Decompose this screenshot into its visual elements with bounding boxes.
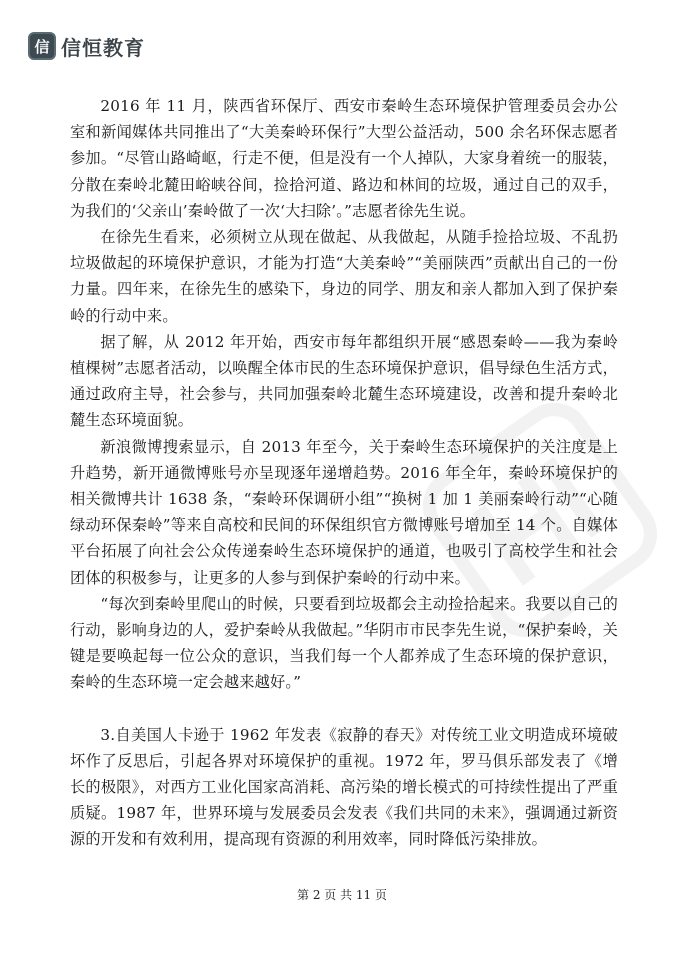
logo-mark-text: 信	[34, 37, 50, 56]
page-number: 第 2 页 共 11 页	[297, 888, 387, 902]
paragraph-gap	[70, 696, 618, 722]
question-3-material: 3.自美国人卡逊于 1962 年发表《寂静的春天》对传统工业文明造成环境破坏作了反思后，引起各界对环境保护的重视。1972 年，罗马俱乐部发表了《增长的极限》，对西方工业化国家高消耗、高污染的增长模式的可持续性提出了严重质疑。1987 年，世界环境与发展委员会发表《我们共同的未来》，强调通过新资源的开发和有效利用，提高现有资源的利用效率，同时降低污染排放。	[70, 725, 618, 849]
article-body	[70, 93, 618, 853]
paragraph: 新浪微博搜索显示，自 2013 年至今，关于秦岭生态环境保护的关注度是上升趋势，新开通微博账号亦呈现逐年递增趋势。2016 年全年，秦岭环境保护的相关微博共计 1638 条，“秦岭环保调研小组”“换树 1 加 1 美丽秦岭行动”“心随绿动环保秦岭”等来自高校和民间的环保组织官方微博账号增加至 14 个。自媒体平台拓展了向社会公众传递秦岭生态环境保护的通道，也吸引了高校学生和社会团体的积极参与，让更多的人参与到保护秦岭的行动中来。	[70, 437, 618, 587]
logo-text: 信恒教育	[61, 35, 145, 60]
header-logo	[28, 24, 145, 68]
paragraph: “每次到秦岭里爬山的时候，只要看到垃圾都会主动捡拾起来。我要以自己的行动，影响身边的人，爱护秦岭从我做起。”华阴市市民李先生说，“保护秦岭，关键是要唤起每一位公众的意识，当我们每一个人都养成了生态环境的保护意识，秦岭的生态环境一定会越来越好。”	[70, 594, 618, 692]
logo-icon	[28, 32, 56, 60]
paragraph: 在徐先生看来，必须树立从现在做起、从我做起，从随手捡拾垃圾、不乱扔垃圾做起的环境保护意识，才能为打造“大美秦岭”“美丽陕西”贡献出自己的一份力量。四年来，在徐先生的感染下，身边的同学、朋友和亲人都加入到了保护秦岭的行动中来。	[70, 228, 618, 325]
paragraph: 2016 年 11 月，陕西省环保厅、西安市秦岭生态环境保护管理委员会办公室和新闻媒体共同推出了“大美秦岭环保行”大型公益活动，500 余名环保志愿者参加。“尽管山路崎岖，行走不便，但是没有一个人掉队，大家身着统一的服装，分散在秦岭北麓田峪峡谷间，捡拾河道、路边和林间的垃圾，通过自己的双手，为我们的‘父亲山’秦岭做了一次‘大扫除’。”志愿者徐先生说。	[70, 97, 618, 220]
paragraph: 据了解，从 2012 年开始，西安市每年都组织开展“感恩秦岭——我为秦岭植棵树”志愿者活动，以唤醒全体市民的生态环境保护意识，倡导绿色生活方式，通过政府主导，社会参与，共同加强秦岭北麓生态环境建设，改善和提升秦岭北麓生态环境面貌。	[70, 332, 618, 430]
